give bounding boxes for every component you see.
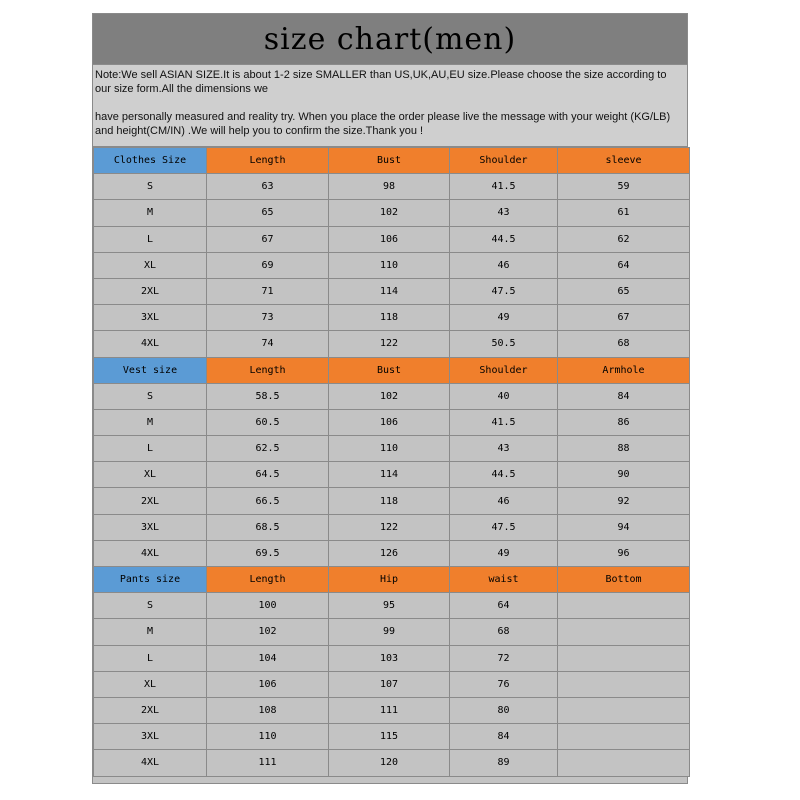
size-label-cell: 2XL <box>94 278 207 304</box>
column-header: Length <box>207 567 329 593</box>
table-row <box>94 671 690 697</box>
measurement-cell: 122 <box>329 514 450 540</box>
table-row <box>94 409 690 435</box>
measurement-cell: 95 <box>329 593 450 619</box>
measurement-cell: 84 <box>558 383 690 409</box>
measurement-cell: 71 <box>207 278 329 304</box>
size-label-cell: M <box>94 200 207 226</box>
measurement-cell: 43 <box>450 436 558 462</box>
measurement-cell: 47.5 <box>450 514 558 540</box>
measurement-cell: 115 <box>329 724 450 750</box>
pants-header-row <box>94 567 690 593</box>
measurement-cell: 44.5 <box>450 226 558 252</box>
size-label-cell: M <box>94 619 207 645</box>
measurement-cell: 122 <box>329 331 450 357</box>
table-row <box>94 305 690 331</box>
measurement-cell <box>558 697 690 723</box>
measurement-cell: 94 <box>558 514 690 540</box>
size-label-cell: 4XL <box>94 331 207 357</box>
measurement-cell: 49 <box>450 540 558 566</box>
measurement-cell: 110 <box>207 724 329 750</box>
size-note <box>93 65 687 147</box>
table-row <box>94 174 690 200</box>
column-header: Pants size <box>94 567 207 593</box>
size-label-cell: M <box>94 409 207 435</box>
table-row <box>94 514 690 540</box>
page-title: size chart(men) <box>93 14 687 65</box>
measurement-cell: 89 <box>450 750 558 776</box>
clothes-header-row <box>94 148 690 174</box>
measurement-cell: 126 <box>329 540 450 566</box>
measurement-cell: 120 <box>329 750 450 776</box>
size-label-cell: XL <box>94 671 207 697</box>
table-row <box>94 226 690 252</box>
size-label-cell: 2XL <box>94 697 207 723</box>
table-row <box>94 724 690 750</box>
measurement-cell: 59 <box>558 174 690 200</box>
measurement-cell: 41.5 <box>450 174 558 200</box>
size-label-cell: S <box>94 383 207 409</box>
measurement-cell: 106 <box>207 671 329 697</box>
measurement-cell: 99 <box>329 619 450 645</box>
table-row <box>94 750 690 776</box>
measurement-cell: 84 <box>450 724 558 750</box>
column-header: Length <box>207 148 329 174</box>
measurement-cell: 64.5 <box>207 462 329 488</box>
size-label-cell: XL <box>94 462 207 488</box>
column-header: sleeve <box>558 148 690 174</box>
measurement-cell: 61 <box>558 200 690 226</box>
measurement-cell: 68.5 <box>207 514 329 540</box>
table-row <box>94 436 690 462</box>
table-row <box>94 697 690 723</box>
note-line-1: Note:We sell ASIAN SIZE.It is about 1-2 size SMALLER than US,UK,AU,EU size.Please choose the size according to our size form.All the dimensions we <box>95 69 667 95</box>
size-chart-sheet <box>92 13 688 784</box>
column-header: Bottom <box>558 567 690 593</box>
column-header: Hip <box>329 567 450 593</box>
measurement-cell: 69 <box>207 252 329 278</box>
size-label-cell: S <box>94 174 207 200</box>
measurement-cell: 40 <box>450 383 558 409</box>
measurement-cell: 76 <box>450 671 558 697</box>
size-label-cell: 3XL <box>94 724 207 750</box>
measurement-cell: 65 <box>207 200 329 226</box>
measurement-cell: 69.5 <box>207 540 329 566</box>
note-line-2: have personally measured and reality try. When you place the order please live the message with your weight (KG/LB) and height(CM/IN) .We will help you to confirm the size.Thank you ! <box>95 111 671 137</box>
measurement-cell: 102 <box>329 200 450 226</box>
measurement-cell <box>558 671 690 697</box>
vest-header-row <box>94 357 690 383</box>
measurement-cell: 106 <box>329 409 450 435</box>
measurement-cell: 114 <box>329 278 450 304</box>
column-header: Bust <box>329 357 450 383</box>
measurement-cell: 108 <box>207 697 329 723</box>
size-label-cell: 4XL <box>94 750 207 776</box>
measurement-cell: 68 <box>450 619 558 645</box>
measurement-cell: 118 <box>329 488 450 514</box>
table-row <box>94 200 690 226</box>
measurement-cell <box>558 619 690 645</box>
column-header: Vest size <box>94 357 207 383</box>
measurement-cell: 111 <box>329 697 450 723</box>
measurement-cell <box>558 645 690 671</box>
measurement-cell: 110 <box>329 436 450 462</box>
measurement-cell: 65 <box>558 278 690 304</box>
measurement-cell: 80 <box>450 697 558 723</box>
measurement-cell: 96 <box>558 540 690 566</box>
measurement-cell: 104 <box>207 645 329 671</box>
column-header: Clothes Size <box>94 148 207 174</box>
measurement-cell: 102 <box>329 383 450 409</box>
measurement-cell: 68 <box>558 331 690 357</box>
measurement-cell: 74 <box>207 331 329 357</box>
measurement-cell: 46 <box>450 252 558 278</box>
measurement-cell: 106 <box>329 226 450 252</box>
measurement-cell: 98 <box>329 174 450 200</box>
measurement-cell: 90 <box>558 462 690 488</box>
measurement-cell: 107 <box>329 671 450 697</box>
size-label-cell: 4XL <box>94 540 207 566</box>
table-row <box>94 593 690 619</box>
table-row <box>94 645 690 671</box>
column-header: Bust <box>329 148 450 174</box>
column-header: Armhole <box>558 357 690 383</box>
measurement-cell: 64 <box>558 252 690 278</box>
measurement-cell: 92 <box>558 488 690 514</box>
measurement-cell: 110 <box>329 252 450 278</box>
measurement-cell: 60.5 <box>207 409 329 435</box>
measurement-cell: 41.5 <box>450 409 558 435</box>
measurement-cell: 63 <box>207 174 329 200</box>
table-row <box>94 462 690 488</box>
size-label-cell: XL <box>94 252 207 278</box>
table-row <box>94 331 690 357</box>
measurement-cell: 58.5 <box>207 383 329 409</box>
measurement-cell: 73 <box>207 305 329 331</box>
measurement-cell: 62.5 <box>207 436 329 462</box>
column-header: waist <box>450 567 558 593</box>
size-label-cell: 2XL <box>94 488 207 514</box>
measurement-cell: 102 <box>207 619 329 645</box>
measurement-cell: 67 <box>207 226 329 252</box>
measurement-cell: 46 <box>450 488 558 514</box>
measurement-cell: 47.5 <box>450 278 558 304</box>
measurement-cell: 86 <box>558 409 690 435</box>
measurement-cell: 43 <box>450 200 558 226</box>
measurement-cell: 44.5 <box>450 462 558 488</box>
column-header: Length <box>207 357 329 383</box>
measurement-cell: 62 <box>558 226 690 252</box>
measurement-cell: 67 <box>558 305 690 331</box>
measurement-cell: 103 <box>329 645 450 671</box>
measurement-cell: 50.5 <box>450 331 558 357</box>
measurement-cell: 88 <box>558 436 690 462</box>
column-header: Shoulder <box>450 357 558 383</box>
measurement-cell: 100 <box>207 593 329 619</box>
measurement-cell <box>558 593 690 619</box>
table-row <box>94 278 690 304</box>
size-label-cell: S <box>94 593 207 619</box>
measurement-cell <box>558 750 690 776</box>
column-header: Shoulder <box>450 148 558 174</box>
table-row <box>94 488 690 514</box>
size-label-cell: 3XL <box>94 514 207 540</box>
size-label-cell: L <box>94 226 207 252</box>
size-table <box>93 147 690 777</box>
measurement-cell: 118 <box>329 305 450 331</box>
measurement-cell: 114 <box>329 462 450 488</box>
table-row <box>94 252 690 278</box>
table-row <box>94 383 690 409</box>
size-label-cell: L <box>94 645 207 671</box>
size-label-cell: L <box>94 436 207 462</box>
measurement-cell: 49 <box>450 305 558 331</box>
measurement-cell <box>558 724 690 750</box>
measurement-cell: 72 <box>450 645 558 671</box>
table-row <box>94 619 690 645</box>
measurement-cell: 64 <box>450 593 558 619</box>
table-row <box>94 540 690 566</box>
measurement-cell: 66.5 <box>207 488 329 514</box>
size-label-cell: 3XL <box>94 305 207 331</box>
measurement-cell: 111 <box>207 750 329 776</box>
